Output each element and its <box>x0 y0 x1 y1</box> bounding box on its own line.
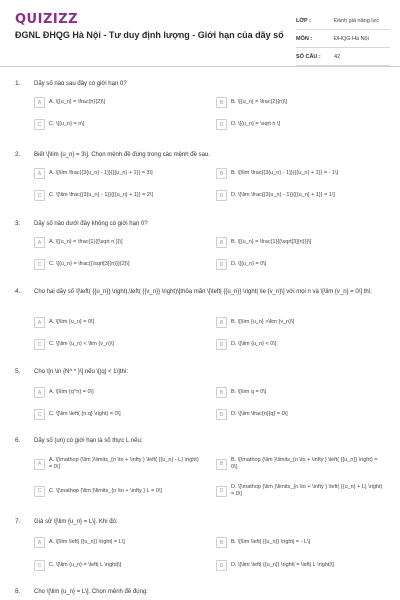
option-letter-box: D <box>216 119 227 130</box>
option-letter-box: D <box>216 339 227 350</box>
worksheet-header <box>0 0 400 66</box>
meta-row-class <box>296 12 390 30</box>
answer-option-a[interactable] <box>34 386 202 399</box>
answer-option-b[interactable] <box>216 236 384 249</box>
question-text: Giả sử \[\lim {u_n} = L\]. Khi đó: <box>34 519 118 525</box>
question-text: Cho \[\lim {u_n} = L\]. Chọn mệnh đề đúng: <box>34 589 148 595</box>
option-text: B. \[\mathop {\lim }\limits_{n \to + \infty } \left( {{u_n}} \right) = 0\] <box>231 457 378 470</box>
answer-option-d[interactable] <box>216 338 384 351</box>
option-letter-box: D <box>216 409 227 420</box>
meta-value: 42 <box>334 53 341 60</box>
question-number: 6. <box>15 437 21 444</box>
option-text: B. \[\lim \frac{{3{u_n} - 1}}{{{u_n} + 1}} = - 1\] <box>231 170 339 176</box>
option-letter-box: A <box>34 168 45 179</box>
question-text: Cho \[n \in {N^ * }\] nếu \[|q| < 1\]thì: <box>34 369 129 375</box>
question-number: 2. <box>15 151 21 158</box>
option-text: A. \[\mathop {\lim }\limits_{n \to + \infty } \left( {{u_n} - L} \right) = 0\] <box>49 457 199 470</box>
answer-option-d[interactable] <box>216 482 384 500</box>
meta-label: LỚP : <box>296 17 311 24</box>
option-text: B. \[\lim \left| {{u_n}} \right| = - L\] <box>231 539 311 545</box>
meta-label: MÔN : <box>296 35 313 42</box>
option-letter-box: A <box>34 459 45 470</box>
answer-option-a[interactable] <box>34 167 202 180</box>
answer-option-c[interactable] <box>34 559 202 572</box>
answer-option-a[interactable] <box>34 316 202 329</box>
option-text: A. \[\lim {u_n} = 0\] <box>49 319 95 325</box>
meta-value: ĐHQG Hà Nội <box>334 35 369 42</box>
option-letter-box: B <box>216 317 227 328</box>
answer-option-c[interactable] <box>34 338 202 351</box>
question-number: 5. <box>15 368 21 375</box>
option-text: A. \[{u_n} = \frac{1}{{\sqrt n }}\] <box>49 239 123 245</box>
option-letter-box: D <box>216 259 227 270</box>
option-text: D. \[\lim \left| {{u_n}} \right| = \left| L \right|\] <box>231 562 334 568</box>
worksheet-meta <box>296 12 390 66</box>
option-letter-box: B <box>216 237 227 248</box>
answer-option-d[interactable] <box>216 258 384 271</box>
option-text: D. \[{u_n} = 0\] <box>231 261 267 267</box>
answer-option-b[interactable] <box>216 96 384 109</box>
answer-option-d[interactable] <box>216 559 384 572</box>
option-letter-box: C <box>34 486 45 497</box>
question-number: 8. <box>15 588 21 595</box>
meta-row-subject <box>296 30 390 48</box>
option-text: C. \[\lim \frac{{3{u_n} - 1}}{{{u_n} + 1}} = 2\] <box>49 192 153 198</box>
question-number: 7. <box>15 518 21 525</box>
answer-option-d[interactable] <box>216 189 384 202</box>
question-text: Dãy số (un) có giới hạn là số thực L nếu: <box>34 438 143 444</box>
meta-value: Đánh giá năng lực <box>334 17 379 24</box>
answer-option-c[interactable] <box>34 118 202 131</box>
option-text: C. \[\lim {u_n} < \lim {v_n}\] <box>49 341 114 347</box>
option-text: C. \[\mathop {\lim }\limits_{n \to + \infty } L = 0\] <box>49 487 162 494</box>
option-letter-box: C <box>34 560 45 571</box>
option-letter-box: B <box>216 168 227 179</box>
answer-option-c[interactable] <box>34 482 202 500</box>
question-text: Dãy số nào dưới đây không có giới hạn 0? <box>34 221 148 227</box>
answer-option-a[interactable] <box>34 96 202 109</box>
option-letter-box: B <box>216 387 227 398</box>
option-letter-box: D <box>216 190 227 201</box>
option-letter-box: B <box>216 537 227 548</box>
option-text: C. \[{u_n} = \frac{{\sqrt[3]{n}}}{2}\] <box>49 261 130 267</box>
option-letter-box: C <box>34 339 45 350</box>
answer-option-b[interactable] <box>216 316 384 329</box>
option-letter-box: C <box>34 259 45 270</box>
option-text: B. \[\lim {u_n} >\lim {v_n}\] <box>231 319 295 325</box>
header-divider <box>0 66 400 67</box>
option-text: B. \[\lim q = 0\] <box>231 389 267 395</box>
option-letter-box: C <box>34 409 45 420</box>
option-text: C. \[{u_n} = n\] <box>49 121 85 127</box>
page-title: ĐGNL ĐHQG Hà Nội - Tư duy định lượng - Giới hạn của dãy số <box>15 30 284 40</box>
option-letter-box: D <box>216 560 227 571</box>
answer-option-c[interactable] <box>34 408 202 421</box>
answer-option-a[interactable] <box>34 236 202 249</box>
option-letter-box: B <box>216 97 227 108</box>
answer-option-a[interactable] <box>34 455 202 473</box>
answer-option-b[interactable] <box>216 455 384 473</box>
option-text: A. \[\lim {q^n} = 0\] <box>49 389 94 395</box>
question-number: 1. <box>15 80 21 87</box>
option-text: C. \[\lim {u_n} = \left| L \right|\] <box>49 562 122 568</box>
option-letter-box: A <box>34 317 45 328</box>
meta-row-count <box>296 48 390 66</box>
question-number: 4. <box>15 288 21 295</box>
option-letter-box: B <box>216 459 227 470</box>
option-text: D. \[\lim {u_n} < 0\] <box>231 341 277 347</box>
option-text: D. \[\lim \frac{{3{u_n} - 1}}{{{u_n} + 1}} = 1\] <box>231 192 335 198</box>
option-text: C. \[\lim \left( {n.q} \right) = 0\] <box>49 411 121 417</box>
option-letter-box: C <box>34 190 45 201</box>
meta-label: SỐ CÂU : <box>296 53 321 60</box>
option-text: A. \[\lim \left| {{u_n}} \right| = L\] <box>49 539 125 545</box>
question-text: Dãy số nào sau đây có giới hạn 0? <box>34 81 127 87</box>
option-letter-box: A <box>34 237 45 248</box>
answer-option-b[interactable] <box>216 536 384 549</box>
option-text: A. \[{u_n} = \frac{n}{2}\] <box>49 99 106 105</box>
option-letter-box: A <box>34 537 45 548</box>
option-text: B. \[{u_n} = \frac{2}{n}\] <box>231 99 288 105</box>
answer-option-b[interactable] <box>216 167 384 180</box>
quizizz-logo: QUIZIZZ <box>15 12 79 27</box>
question-number: 3. <box>15 220 21 227</box>
option-text: A. \[\lim \frac{{3{u_n} - 1}}{{{u_n} + 1}} = 3\] <box>49 170 153 176</box>
option-text: D. \[\mathop {\lim }\limits_{n \to + \infty } \left( {{u_n} + L} \right) = 0\] <box>231 484 383 497</box>
answer-option-c[interactable] <box>34 189 202 202</box>
answer-option-c[interactable] <box>34 258 202 271</box>
option-text: B. \[{u_n} = \frac{1}{{\sqrt[3]{n}}}\] <box>231 239 312 245</box>
answer-option-a[interactable] <box>34 536 202 549</box>
answer-option-d[interactable] <box>216 408 384 421</box>
option-text: D. \[\lim \frac{n}{q} = 0\] <box>231 411 288 417</box>
answer-option-b[interactable] <box>216 386 384 399</box>
question-text: Cho hai dãy số \[\left( {{u_n}} \right),\left( {{v_n}} \right)\]thỏa mãn \[\left| {{u_n}} \right| \le {v_n}\] với mọi n và \[\lim {v_n} = 0\] thì: <box>34 289 373 295</box>
option-letter-box: C <box>34 119 45 130</box>
option-letter-box: D <box>216 486 227 497</box>
option-text: D. \[{u_n} = \sqrt n \] <box>231 121 281 127</box>
question-text: Biết \[\lim {u_n} = 3\]. Chọn mệnh đề đúng trong các mệnh đề sau. <box>34 152 210 158</box>
option-letter-box: A <box>34 387 45 398</box>
option-letter-box: A <box>34 97 45 108</box>
answer-option-d[interactable] <box>216 118 384 131</box>
